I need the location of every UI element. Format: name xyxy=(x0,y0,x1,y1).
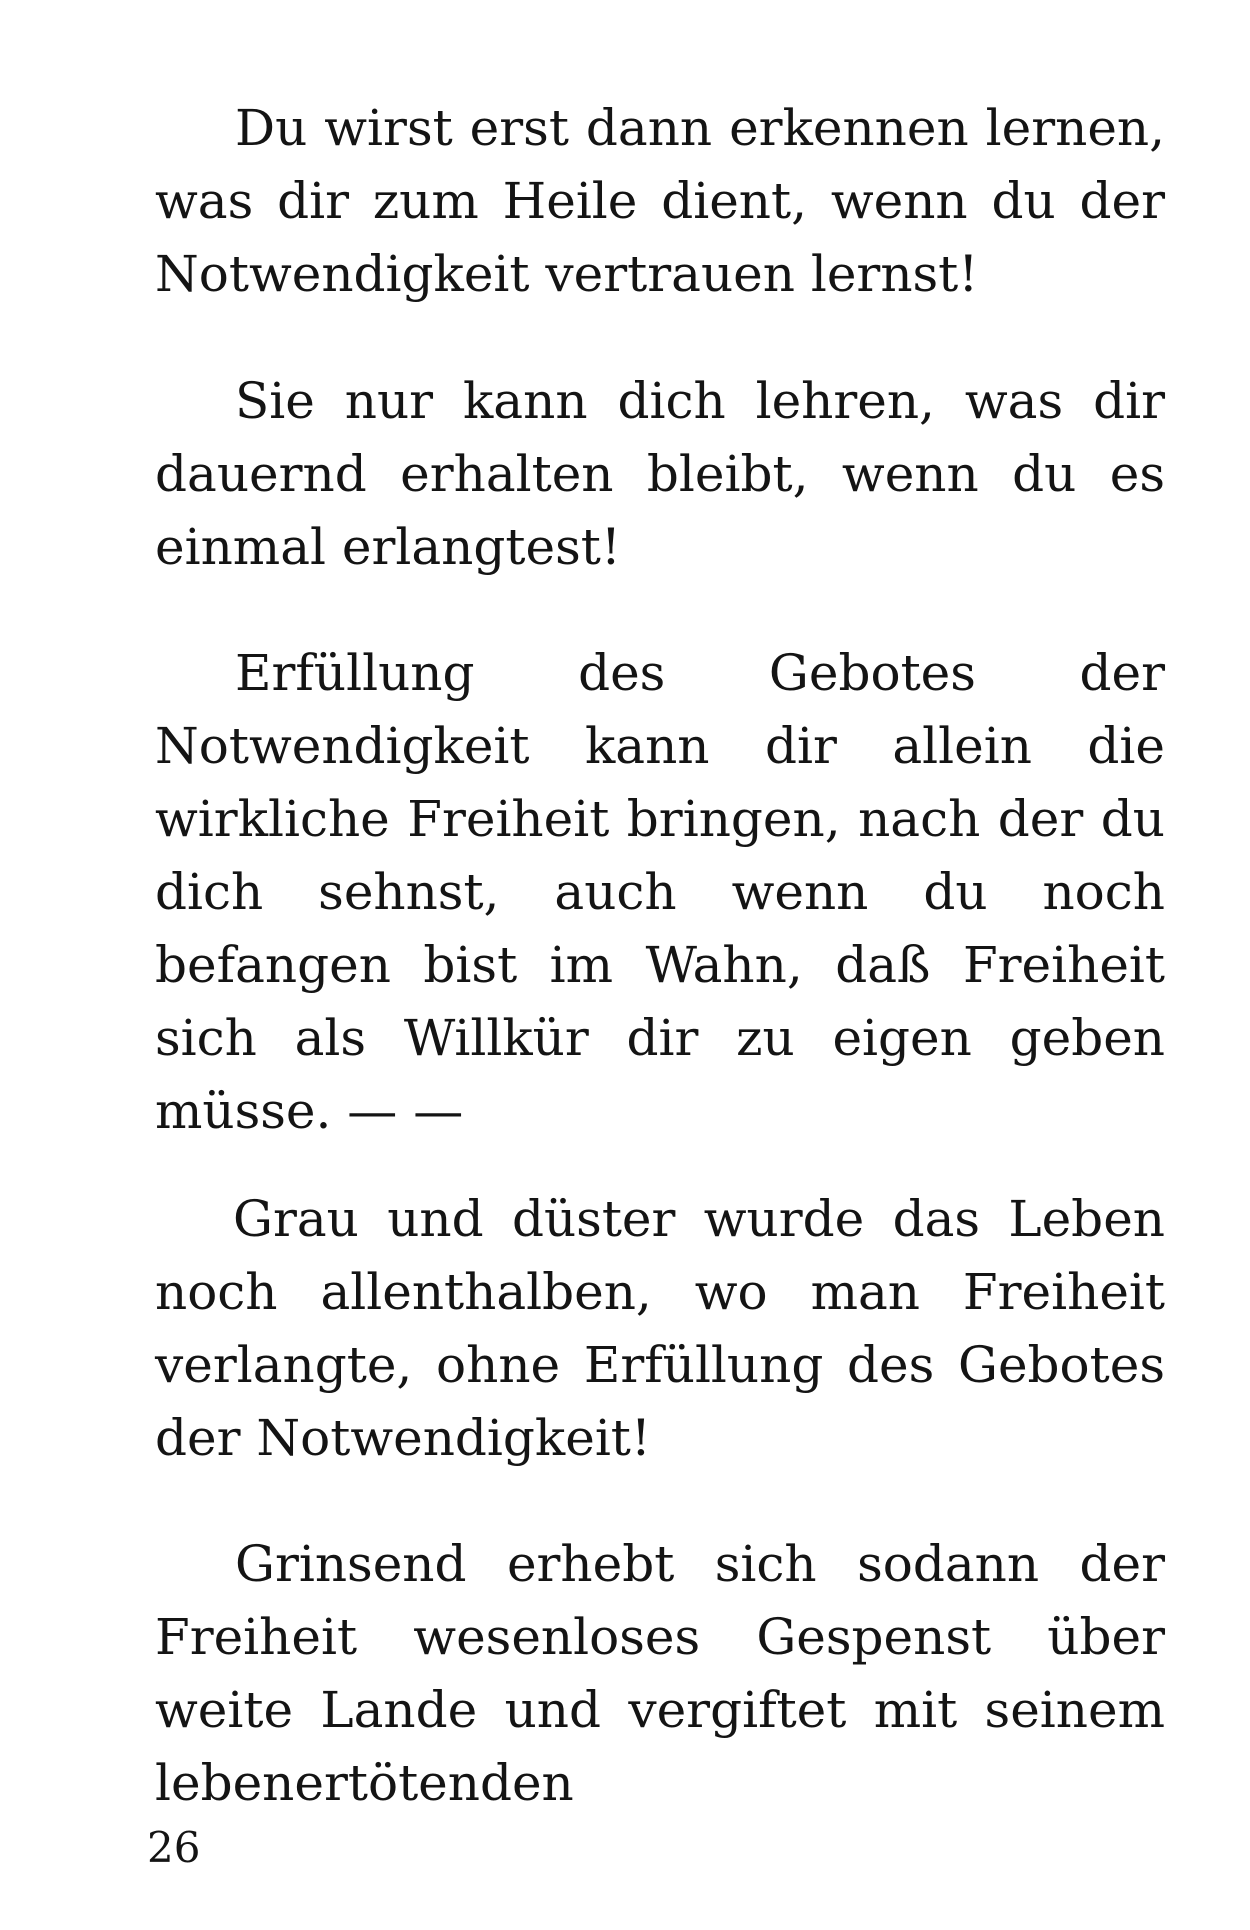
paragraph-4 xyxy=(155,1183,1165,1475)
page-number: 26 xyxy=(147,1823,201,1872)
paragraph-2 xyxy=(155,365,1165,584)
paragraph-text: Grinsend erhebt sich sodann der Freiheit wesenloses Gespenst über weite Lande und vergiftet mit seinem lebenertötenden xyxy=(155,1535,1165,1812)
paragraph-text: Sie nur kann dich lehren, was dir dauernd erhalten bleibt, wenn du es einmal erlangtest! xyxy=(155,372,1165,576)
paragraph-text: Grau und düster wurde das Leben noch allenthalben, wo man Freiheit verlangte, ohne Erfüllung des Gebotes der Notwendigkeit! xyxy=(155,1190,1165,1467)
paragraph-1 xyxy=(155,92,1165,311)
paragraph-text: Du wirst erst dann erkennen lernen, was dir zum Heile dient, wenn du der Notwendigkeit vertrauen lernst! xyxy=(155,99,1165,303)
paragraph-text: Erfüllung des Gebotes der Notwendigkeit kann dir allein die wirkliche Freiheit bringen, nach der du dich sehnst, auch wenn du noch befangen bist im Wahn, daß Freiheit sich als Willkür dir zu eigen geben müsse. — — xyxy=(155,644,1165,1140)
paragraph-3 xyxy=(155,637,1165,1148)
paragraph-5 xyxy=(155,1528,1165,1820)
